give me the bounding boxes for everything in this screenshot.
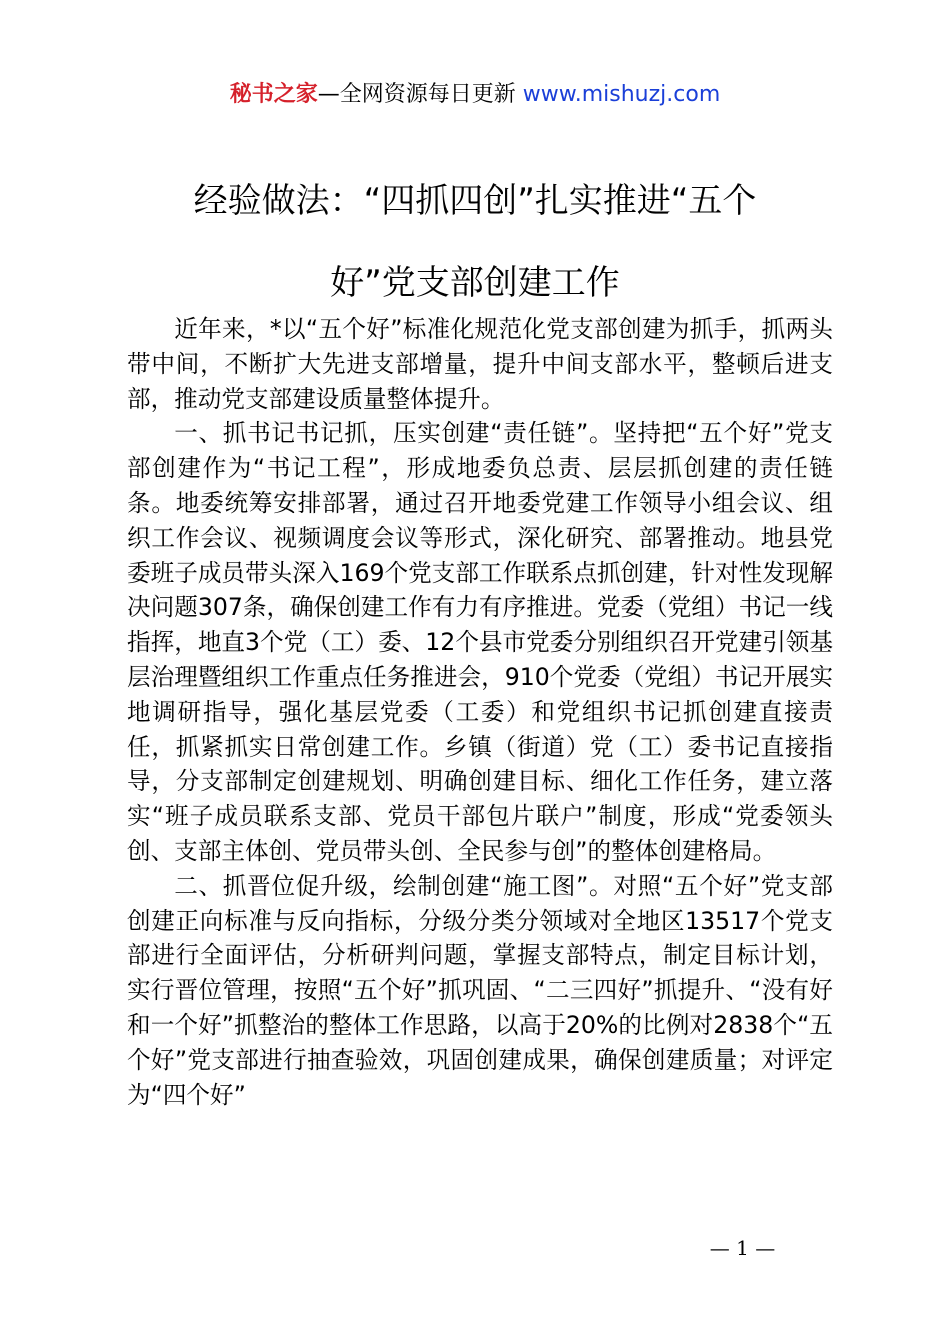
document-body [127,312,833,1112]
title-line-2: 好”党支部创建工作 [330,263,620,303]
site-url-link[interactable]: www.mishuzj.com [522,82,721,107]
paragraph-section-2: 二、抓晋位促升级，绘制创建“施工图”。对照“五个好”党支部创建正向标准与反向指标，分级分类分领域对全地区13517个党支部进行全面评估，分析研判问题，掌握支部特点，制定目标计划，实行晋位管理，按照“五个好”抓巩固、“二三四好”抓提升、“没有好和一个好”抓整治的整体工作思路，以高于20%的比例对2838个“五个好”党支部进行抽查验效，巩固创建成果，确保创建质量；对评定为“四个好” [127,871,833,1109]
paragraph-section-1: 一、抓书记书记抓，压实创建“责任链”。坚持把“五个好”党支部创建作为“书记工程”，形成地委负总责、层层抓创建的责任链条。地委统筹安排部署，通过召开地委党建工作领导小组会议、组织工作会议、视频调度会议等形式，深化研究、部署推动。地县党委班子成员带头深入169个党支部工作联系点抓创建，针对性发现解决问题307条，确保创建工作有力有序推进。党委（党组）书记一线指挥，地直3个党（工）委、12个县市党委分别组织召开党建引领基层治理暨组织工作重点任务推进会，910个党委（党组）书记开展实地调研指导，强化基层党委（工委）和党组织书记抓创建直接责任，抓紧抓实日常创建工作。乡镇（街道）党（工）委书记直接指导，分支部制定创建规划、明确创建目标、细化工作任务，建立落实“班子成员联系支部、党员干部包片联户”制度，形成“党委领头创、支部主体创、党员带头创、全民参与创”的整体创建格局。 [127,419,833,865]
site-brand: 秘书之家 [229,82,318,107]
title-line-1: 经验做法：“四抓四创”扎实推进“五个 [193,181,757,221]
site-header [0,80,950,110]
paragraph-intro: 近年来，*以“五个好”标准化规范化党支部创建为抓手，抓两头带中间，不断扩大先进支部增量，提升中间支部水平，整顿后进支部，推动党支部建设质量整体提升。 [127,315,833,413]
site-slogan: —全网资源每日更新 [317,82,523,107]
document-title [110,160,840,324]
page-number: — 1 — [709,1236,776,1260]
